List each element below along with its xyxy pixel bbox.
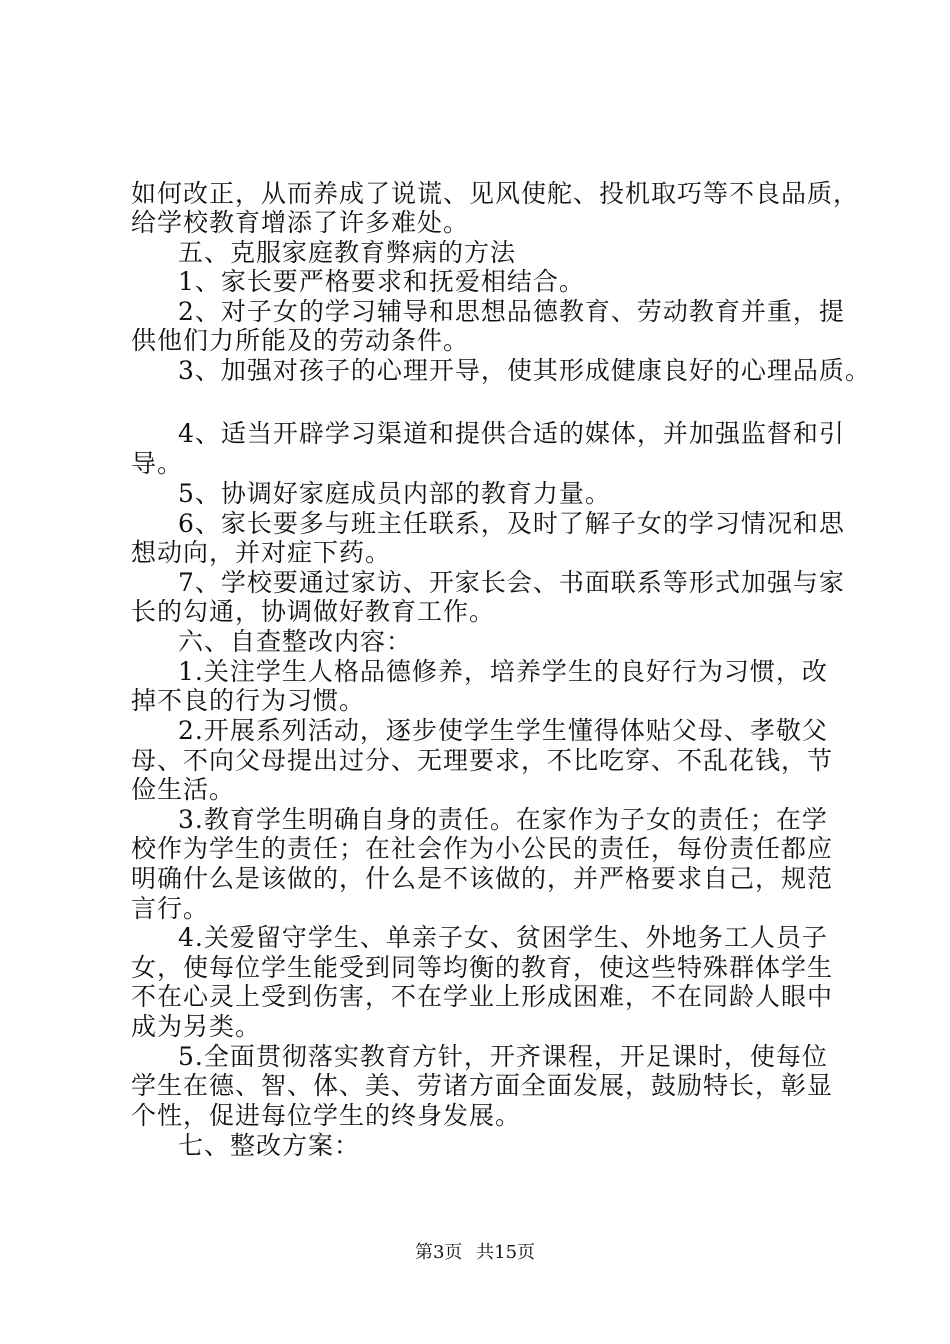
paragraph-line: 个性，促进每位学生的终身发展。 [131,1101,522,1130]
paragraph-line: 掉不良的行为习惯。 [131,686,366,715]
paragraph-line: 2、对子女的学习辅导和思想品德教育、劳动教育并重，提 [178,297,845,326]
paragraph-line: 6、家长要多与班主任联系，及时了解子女的学习情况和思 [178,509,845,538]
paragraph-line: 3.教育学生明确自身的责任。在家作为子女的责任；在学 [178,805,828,834]
page-total: 共15页 [476,1242,536,1263]
paragraph-line: 长的勾通，协调做好教育工作。 [131,597,496,626]
page-footer [0,1241,950,1265]
section-heading: 七、整改方案： [178,1131,361,1160]
paragraph-line: 如何改正，从而养成了说谎、见风使舵、投机取巧等不良品质， [131,179,860,208]
paragraph-line: 校作为学生的责任；在社会作为小公民的责任，每份责任都应 [131,834,834,863]
paragraph-line: 俭生活。 [131,775,236,804]
page-number: 第3页 [414,1242,463,1263]
paragraph-line: 母、不向父母提出过分、无理要求，不比吃穿、不乱花钱，节 [131,746,834,775]
paragraph-line: 3、加强对孩子的心理开导，使其形成健康良好的心理品质。 [178,356,871,385]
paragraph-line: 明确什么是该做的，什么是不该做的，并严格要求自己，规范 [131,864,834,893]
paragraph-line: 1、家长要严格要求和抚爱相结合。 [178,267,585,296]
paragraph-line: 不在心灵上受到伤害，不在学业上形成困难，不在同龄人眼中 [131,982,834,1011]
section-heading: 六、自查整改内容： [178,627,413,656]
section-heading: 五、克服家庭教育弊病的方法 [178,238,517,267]
paragraph-line: 4.关爱留守学生、单亲子女、贫困学生、外地务工人员子 [178,923,828,952]
paragraph-line: 女，使每位学生能受到同等均衡的教育，使这些特殊群体学生 [131,953,834,982]
paragraph-line: 成为另类。 [131,1012,262,1041]
paragraph-line: 言行。 [131,894,210,923]
paragraph-line: 1.关注学生人格品德修养，培养学生的良好行为习惯，改 [178,657,828,686]
paragraph-line: 学生在德、智、体、美、劳诸方面全面发展，鼓励特长，彰显 [131,1071,834,1100]
paragraph-line: 4、适当开辟学习渠道和提供合适的媒体，并加强监督和引 [178,419,845,448]
paragraph-line: 7、学校要通过家访、开家长会、书面联系等形式加强与家 [178,568,845,597]
paragraph-line: 导。 [131,449,184,478]
paragraph-line: 供他们力所能及的劳动条件。 [131,326,470,355]
paragraph-line: 想动向，并对症下药。 [131,538,392,567]
paragraph-line: 5、协调好家庭成员内部的教育力量。 [178,479,611,508]
paragraph-line: 给学校教育增添了许多难处。 [131,208,470,237]
paragraph-line: 5.全面贯彻落实教育方针，开齐课程，开足课时，使每位 [178,1042,828,1071]
paragraph-line: 2.开展系列活动，逐步使学生学生懂得体贴父母、孝敬父 [178,716,828,745]
